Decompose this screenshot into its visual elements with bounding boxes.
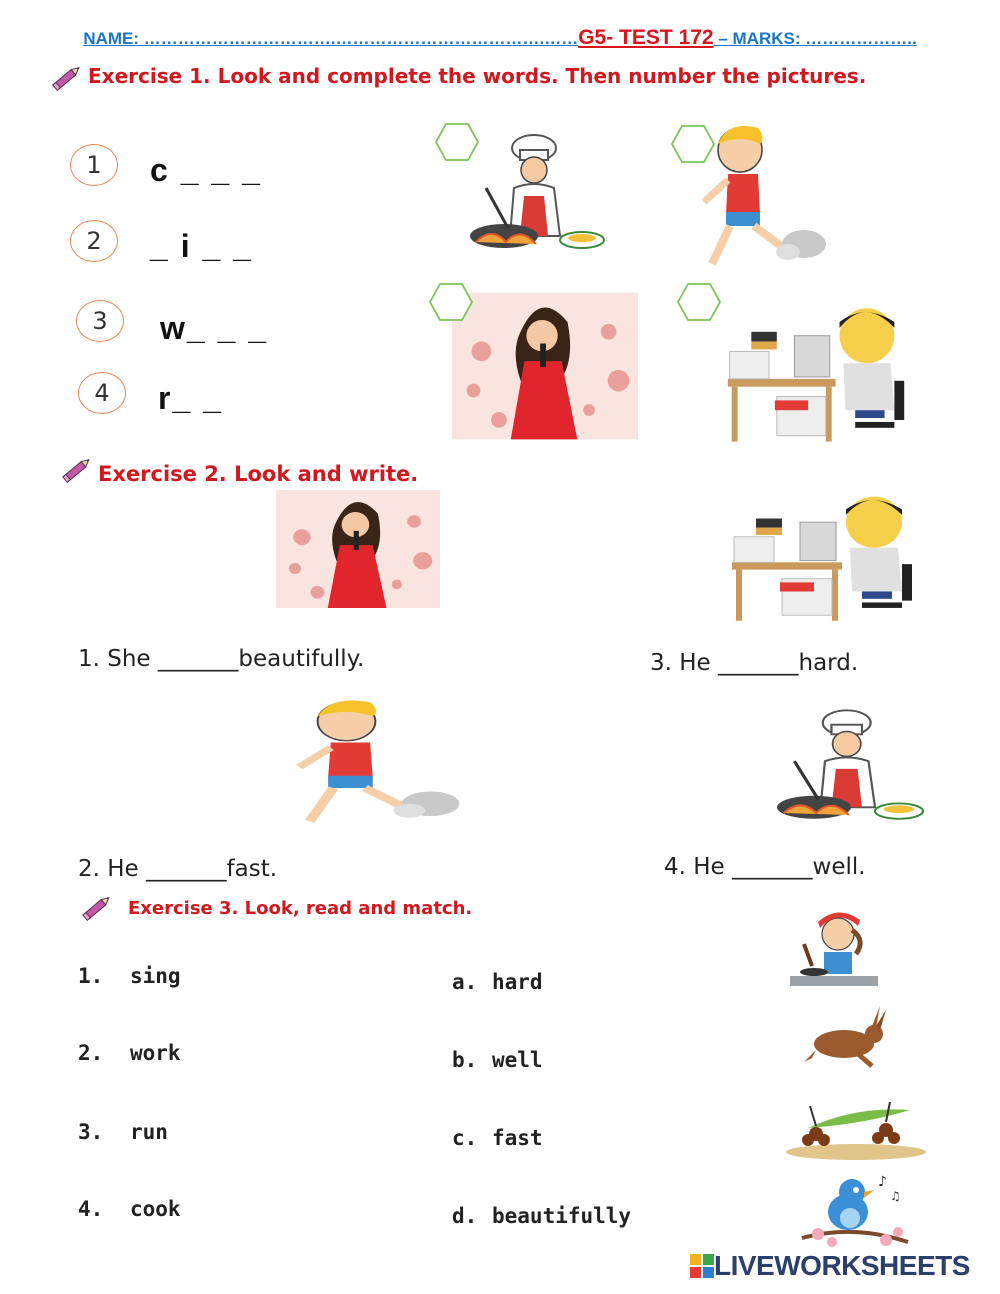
logo-text: LIVEWORKSHEETS	[714, 1250, 970, 1281]
pencil-icon	[60, 454, 94, 484]
sentence-3	[650, 650, 858, 676]
sentence-text: well.	[812, 854, 866, 880]
number-circle: 2	[70, 220, 118, 262]
woman-singing-image	[276, 490, 440, 608]
worksheet-header	[0, 26, 1000, 50]
test-label: G5- TEST 172	[578, 26, 714, 49]
logo-icon	[690, 1254, 714, 1278]
item-number: d.	[452, 1204, 478, 1228]
item-number: a.	[452, 970, 478, 994]
answer-blank[interactable]: _______	[732, 854, 813, 880]
match-left-item	[78, 1041, 181, 1065]
sentence-2	[78, 856, 277, 882]
exercise1-title: Exercise 1. Look and complete the words. Then number the pictures.	[88, 64, 867, 88]
answer-blank[interactable]: _______	[157, 646, 239, 672]
name-label: NAME: …………………………….……………………………….……	[83, 29, 579, 48]
item-number: b.	[452, 1048, 478, 1072]
number-hexagon-input[interactable]	[428, 282, 474, 322]
word-puzzle: _ i _ _	[150, 228, 253, 264]
item-number: 2.	[78, 1041, 104, 1065]
word-puzzle: c _ _ _	[150, 152, 262, 188]
pencil-icon	[80, 892, 114, 922]
match-left-item	[78, 1197, 181, 1221]
word-puzzle: w_ _ _	[160, 310, 269, 346]
pencil-icon	[50, 62, 84, 92]
item-word: run	[130, 1120, 168, 1144]
sentence-4	[664, 854, 866, 880]
item-word: work	[130, 1041, 181, 1065]
sentence-text: fast.	[226, 856, 278, 882]
answer-blank[interactable]: _______	[718, 650, 799, 676]
item-word: fast	[492, 1126, 543, 1150]
sentence-text: 4. He	[664, 854, 733, 880]
marks-label: – MARKS: ………………..	[713, 29, 917, 48]
item-word: sing	[130, 964, 181, 988]
liveworksheets-logo	[690, 1250, 970, 1282]
sentence-1	[78, 646, 364, 672]
number-hexagon-input[interactable]	[670, 124, 716, 164]
answer-blank[interactable]: _______	[146, 856, 227, 882]
rabbit-running-image	[802, 1004, 886, 1068]
number-circle: 4	[78, 372, 126, 414]
match-right-item	[452, 1204, 631, 1228]
number-circle: 1	[70, 144, 118, 186]
match-left-item	[78, 964, 181, 988]
sentence-text: 3. He	[650, 650, 719, 676]
chef-cooking-image	[740, 694, 936, 838]
match-left-item	[78, 1120, 168, 1144]
sentence-text: 2. He	[78, 856, 147, 882]
sentence-text: beautifully.	[238, 646, 365, 672]
man-working-image	[722, 482, 922, 628]
boy-running-image	[252, 690, 462, 830]
item-number: c.	[452, 1126, 478, 1150]
exercise3-title: Exercise 3. Look, read and match.	[128, 898, 473, 919]
woman-singing-image	[452, 292, 638, 440]
svg-text:♪: ♪	[878, 1174, 887, 1190]
item-word: cook	[130, 1197, 181, 1221]
item-number: 3.	[78, 1120, 104, 1144]
item-number: 4.	[78, 1197, 104, 1221]
svg-text:♫: ♫	[890, 1189, 901, 1203]
match-right-item	[452, 1048, 543, 1072]
man-working-image	[718, 292, 914, 450]
number-hexagon-input[interactable]	[676, 282, 722, 322]
item-word: hard	[492, 970, 543, 994]
girl-cooking-image	[786, 910, 884, 992]
exercise2-title: Exercise 2. Look and write.	[98, 462, 419, 486]
item-word: well	[492, 1048, 543, 1072]
match-right-item	[452, 1126, 543, 1150]
number-hexagon-input[interactable]	[434, 122, 480, 162]
ants-working-image	[780, 1070, 930, 1166]
word-puzzle: r_ _	[158, 380, 223, 416]
number-circle: 3	[76, 300, 124, 342]
item-word: beautifully	[492, 1204, 632, 1228]
item-number: 1.	[78, 964, 104, 988]
bird-singing-image	[798, 1172, 910, 1256]
match-right-item	[452, 970, 543, 994]
sentence-text: 1. She	[78, 646, 158, 672]
sentence-text: hard.	[798, 650, 859, 676]
